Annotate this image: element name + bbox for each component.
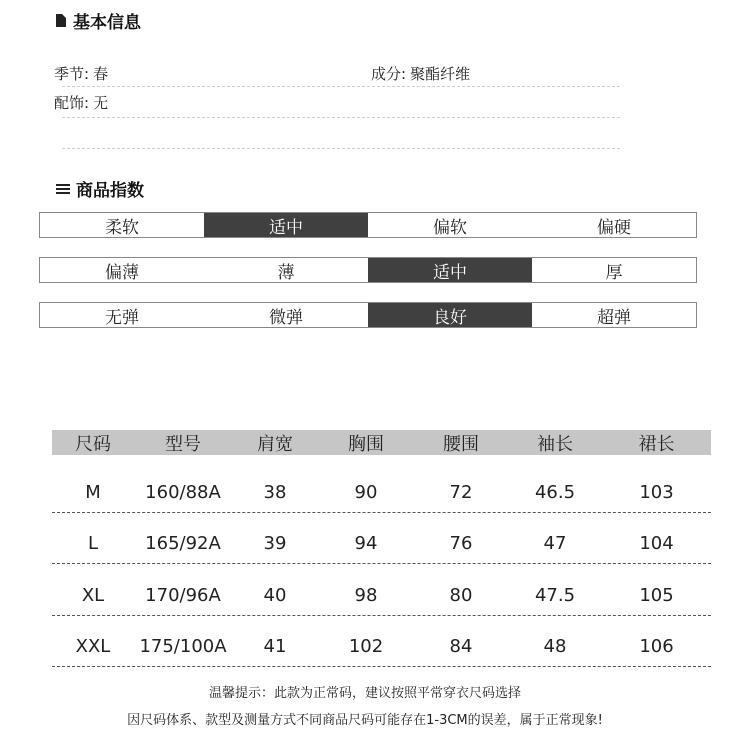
accessory-value: 无 [93, 94, 109, 112]
divider [62, 117, 620, 118]
tip-line-2: 因尺码体系、款型及测量方式不同商品尺码可能存在1-3CM的误差，属于正常现象! [127, 713, 603, 728]
table-cell: 84 [449, 635, 473, 657]
index-cell-active: 适中 [368, 258, 532, 282]
table-cell: 72 [449, 481, 473, 503]
table-cell: 47.5 [534, 584, 576, 606]
header-cell: 肩宽 [257, 433, 293, 455]
list-icon [56, 183, 70, 194]
index-cell: 偏薄 [105, 262, 139, 283]
table-cell: 170/96A [145, 584, 221, 606]
table-cell: M [85, 481, 101, 503]
table-cell: 103 [639, 481, 674, 503]
basic-info-title-text: 基本信息 [73, 13, 141, 33]
table-cell: 102 [348, 635, 384, 657]
material-value: 聚酯纤维 [410, 65, 471, 83]
accessory-label: 配饰: [54, 94, 90, 112]
table-cell: 106 [639, 635, 674, 657]
index-cell-active: 适中 [204, 213, 368, 237]
header-cell: 尺码 [75, 433, 111, 455]
table-row [52, 472, 711, 513]
table-cell: XXL [75, 635, 111, 657]
table-cell: 98 [354, 584, 378, 606]
divider [62, 148, 620, 149]
index-row-thickness [39, 257, 697, 283]
season-label: 季节: [54, 65, 90, 83]
table-cell: 48 [543, 635, 567, 657]
index-cell: 偏硬 [597, 217, 631, 238]
index-cell: 薄 [277, 262, 295, 283]
index-row-softness [39, 212, 697, 238]
document-icon [56, 14, 66, 27]
material-label: 成分: [371, 65, 407, 83]
header-cell: 型号 [165, 433, 201, 455]
table-cell: 40 [263, 584, 287, 606]
index-cell-active: 良好 [368, 303, 532, 327]
table-cell: 39 [263, 532, 287, 554]
table-cell: 41 [263, 635, 287, 657]
index-cell: 无弹 [105, 307, 139, 328]
table-row [52, 523, 711, 564]
season-value: 春 [93, 65, 109, 83]
table-row [52, 575, 711, 616]
header-cell: 腰围 [443, 433, 479, 455]
table-cell: 76 [449, 532, 473, 554]
table-cell: 104 [639, 532, 674, 554]
index-cell: 微弹 [269, 307, 303, 328]
product-index-title [56, 176, 144, 201]
table-cell: 94 [354, 532, 378, 554]
table-cell: 160/88A [145, 481, 221, 503]
index-cell: 厚 [605, 262, 623, 283]
basic-info-title [56, 8, 141, 33]
table-row [52, 626, 711, 667]
table-cell: 46.5 [534, 481, 576, 503]
table-cell: 38 [263, 481, 287, 503]
table-cell: L [87, 532, 99, 554]
table-cell: 165/92A [145, 532, 221, 554]
table-cell: 175/100A [139, 635, 227, 657]
index-cell: 偏软 [433, 217, 467, 238]
table-cell: XL [81, 584, 105, 606]
table-cell: 47 [543, 532, 567, 554]
header-cell: 胸围 [348, 433, 384, 455]
tip-line-1: 温馨提示：此款为正常码，建议按照平常穿衣尺码选择 [208, 686, 521, 701]
product-index-title-text: 商品指数 [76, 181, 144, 201]
index-row-elasticity [39, 302, 697, 328]
table-cell: 90 [354, 481, 378, 503]
size-chart-header [52, 430, 711, 455]
accessory-field [54, 92, 108, 113]
header-cell: 袖长 [537, 433, 573, 455]
index-cell: 超弹 [597, 307, 631, 328]
material-field [371, 63, 470, 84]
header-cell: 裙长 [638, 433, 675, 455]
season-field [54, 63, 108, 84]
index-cell: 柔软 [105, 217, 139, 238]
table-cell: 80 [449, 584, 473, 606]
table-cell: 105 [639, 584, 674, 606]
divider [62, 86, 620, 87]
